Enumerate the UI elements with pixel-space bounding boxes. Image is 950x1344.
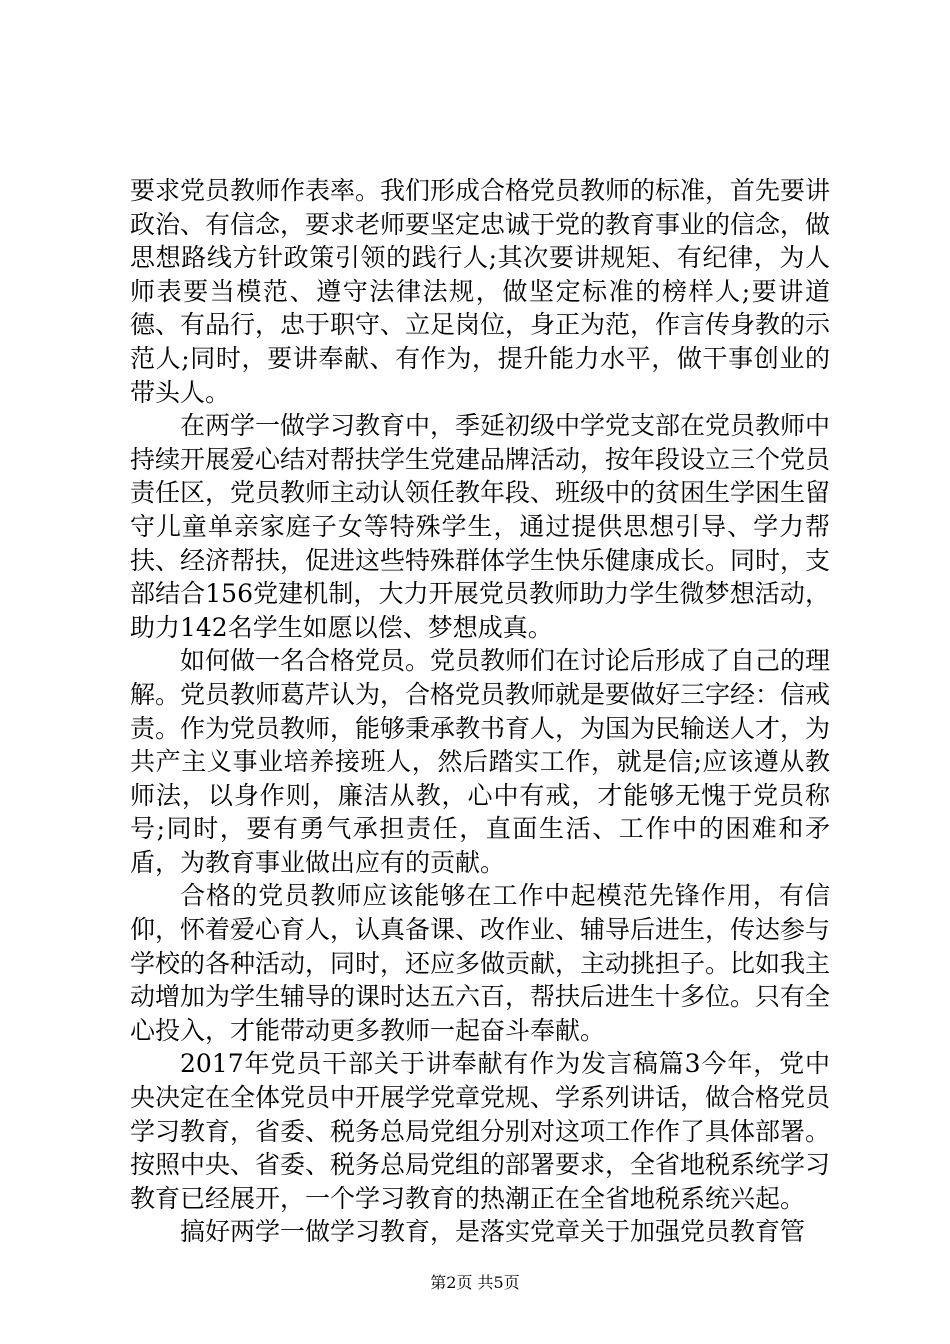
paragraph-4: 合格的党员教师应该能够在工作中起模范先锋作用，有信仰，怀着爱心育人，认真备课、改作业、辅导后进生，传达参与学校的各种活动，同时，还应多做贡献，主动挑担子。比如我主动增加为学生辅导的课时达五六百，帮扶后进生十多位。只有全心投入，才能带动更多教师一起奋斗奉献。 [130,881,831,1045]
paragraph-3: 如何做一名合格党员。党员教师们在讨论后形成了自己的理解。党员教师葛芹认为，合格党员教师就是要做好三字经：信戒责。作为党员教师，能够秉承教书育人，为国为民输送人才，为共产主义事业培养接班人，然后踏实工作，就是信;应该遵从教师法，以身作则，廉洁从教，心中有戒，才能够无愧于党员称号;同时，要有勇气承担责任，直面生活、工作中的困难和矛盾，为教育事业做出应有的贡献。 [130,646,831,877]
page-footer: 第2页 共5页 [430,1273,520,1292]
paragraph-5: 2017年党员干部关于讲奉献有作为发言稿篇3今年，党中央决定在全体党员中开展学党章党规、学系列讲话，做合格党员学习教育，省委、税务总局党组分别对这项工作作了具体部署。按照中央、省委、税务总局党组的部署要求，全省地税系统学习教育已经展开，一个学习教育的热潮正在全省地税系统兴起。 [130,1049,831,1213]
paragraph-6: 搞好两学一做学习教育，是落实党章关于加强党员教育管 [180,1217,806,1247]
document-body [130,174,830,1249]
paragraph-1: 要求党员教师作表率。我们形成合格党员教师的标准，首先要讲政治、有信念，要求老师要坚定忠诚于党的教育事业的信念，做思想路线方针政策引领的践行人;其次要讲规矩、有纪律，为人师表要当模范、遵守法律法规，做坚定标准的榜样人;要讲道德、有品行，忠于职守、立足岗位，身正为范，作言传身教的示范人;同时，要讲奉献、有作为，提升能力水平，做干事创业的带头人。 [130,176,831,407]
paragraph-2: 在两学一做学习教育中，季延初级中学党支部在党员教师中持续开展爱心结对帮扶学生党建品牌活动，按年段设立三个党员责任区，党员教师主动认领任教年段、班级中的贫困生学困生留守儿童单亲家庭子女等特殊学生，通过提供思想引导、学力帮扶、经济帮扶，促进这些特殊群体学生快乐健康成长。同时，支部结合156党建机制，大力开展党员教师助力学生微梦想活动，助力142名学生如愿以偿、梦想成真。 [130,411,831,642]
